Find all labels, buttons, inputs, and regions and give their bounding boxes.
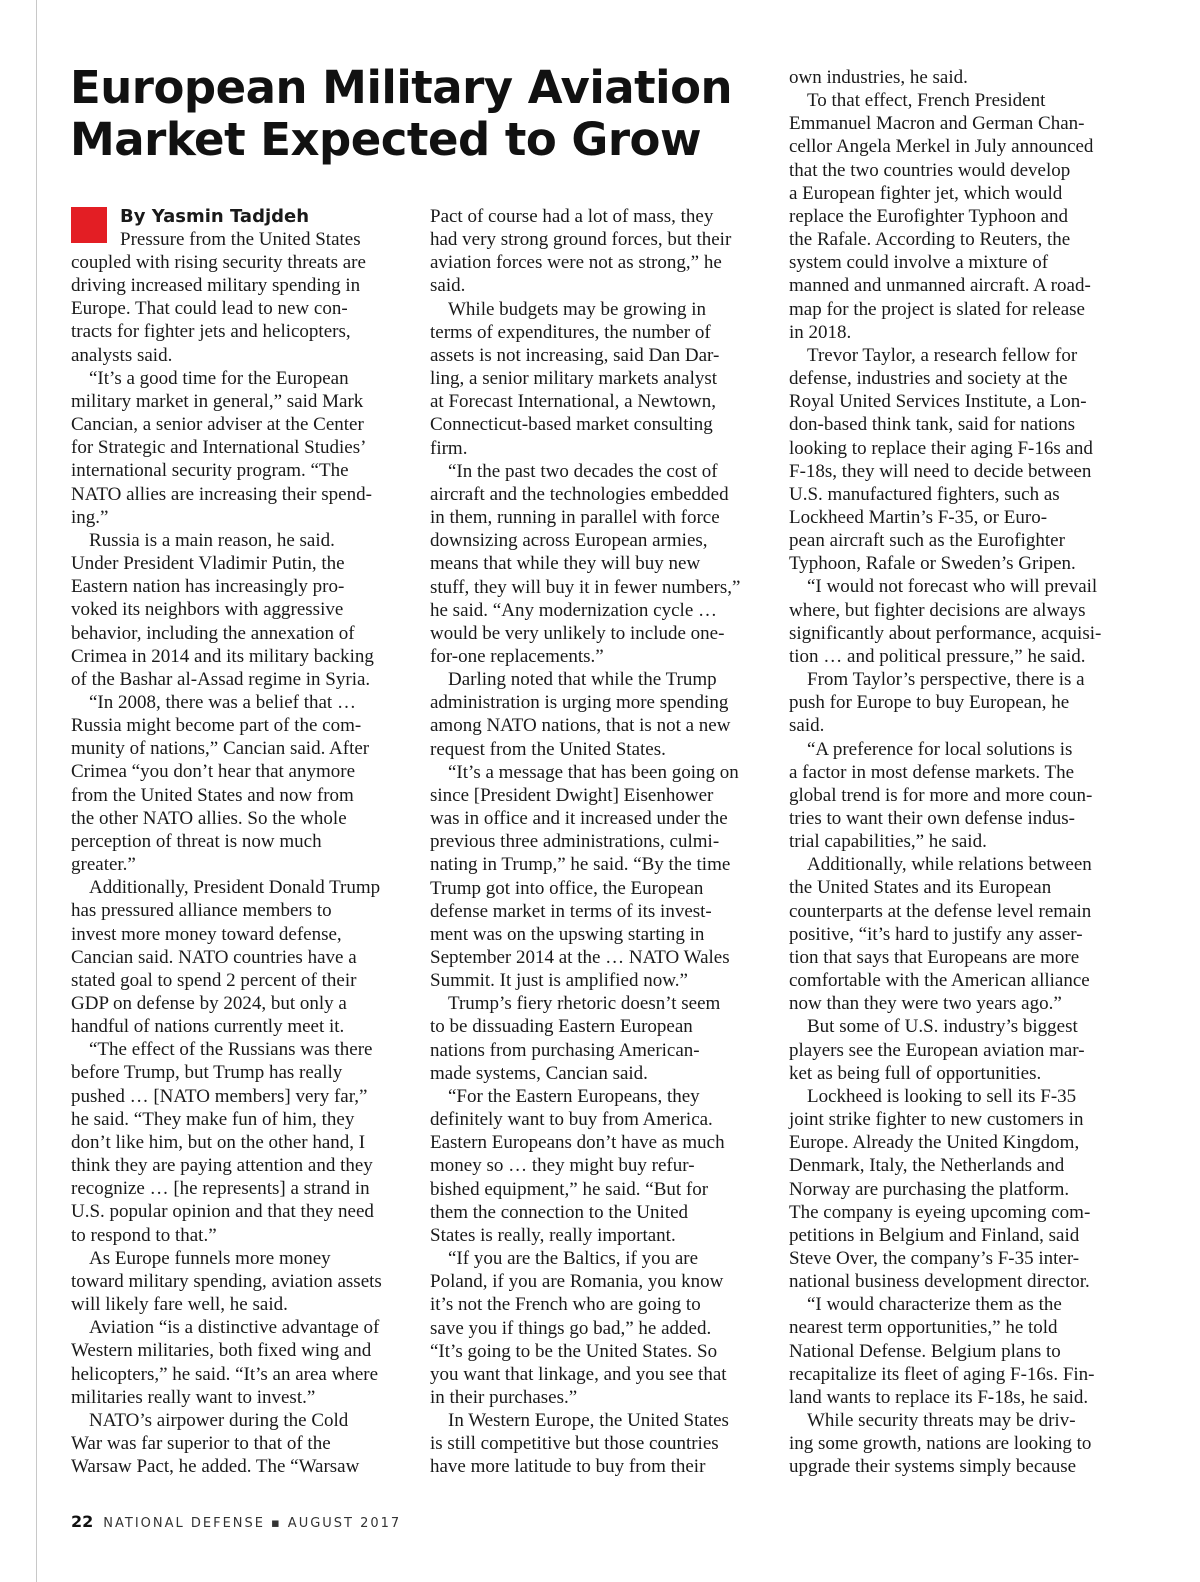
paragraph-line: invest more money toward defense, <box>71 923 342 945</box>
article-column-1 <box>71 205 406 1478</box>
paragraph-line: would be very unlikely to include one- <box>430 622 725 644</box>
paragraph-line: ling, a senior military markets analyst <box>430 368 718 390</box>
paragraph-line: now than they were two years ago.” <box>789 993 1062 1015</box>
paragraph-line: Darling noted that while the Trump <box>448 669 717 691</box>
paragraph-line: said. <box>789 715 825 737</box>
paragraph-line: have more latitude to buy from their <box>430 1456 706 1478</box>
paragraph-line: pushed … [NATO members] very far,” <box>71 1085 368 1107</box>
paragraph-line: before Trump, but Trump has really <box>71 1062 343 1084</box>
paragraph-line: analysts said. <box>71 344 173 366</box>
paragraph-line: Crimea in 2014 and its military backing <box>71 645 374 667</box>
title-line: European Military Aviation <box>70 61 733 114</box>
paragraph-line: recognize … [he represents] a strand in <box>71 1178 370 1200</box>
paragraph-line: Summit. It just is amplified now.” <box>430 970 688 992</box>
paragraph-line: manned and unmanned aircraft. A road- <box>789 275 1091 297</box>
paragraph-line: “It’s a good time for the European <box>89 367 349 389</box>
paragraph-line: ing some growth, nations are looking to <box>789 1433 1092 1455</box>
paragraph-line: Pact of course had a lot of mass, they <box>430 206 714 227</box>
paragraph-line: international security program. “The <box>71 460 349 482</box>
paragraph-line: Eastern nation has increasingly pro- <box>71 576 345 598</box>
paragraph-line: Trump got into office, the European <box>430 877 704 899</box>
paragraph-line: joint strike fighter to new customers in <box>789 1109 1084 1131</box>
byline-block <box>71 205 406 251</box>
paragraph-line: Typhoon, Rafale or Sweden’s Gripen. <box>789 553 1076 575</box>
paragraph-line: since [President Dwight] Eisenhower <box>430 784 714 806</box>
paragraph-line: assets is not increasing, said Dan Dar- <box>430 344 720 366</box>
paragraph-line: militaries really want to invest.” <box>71 1386 316 1408</box>
paragraph-line: tracts for fighter jets and helicopters, <box>71 321 351 343</box>
paragraph-line: helicopters,” he said. “It’s an area where <box>71 1363 379 1385</box>
paragraph-line: he said. “They make fun of him, they <box>71 1108 355 1130</box>
page-number: 22 <box>71 1512 94 1531</box>
paragraph-line: War was far superior to that of the <box>71 1432 331 1454</box>
paragraph-line: U.S. popular opinion and that they need <box>71 1201 374 1223</box>
paragraph-line: upgrade their systems simply because <box>789 1456 1077 1478</box>
red-square-marker <box>71 207 107 243</box>
paragraph-line: NATO’s airpower during the Cold <box>89 1409 349 1431</box>
paragraph-line: definitely want to buy from America. <box>430 1109 713 1131</box>
issue-date: AUGUST 2017 <box>287 1516 402 1531</box>
paragraph-line: national business development director. <box>789 1271 1090 1293</box>
paragraph-line: among NATO nations, that is not a new <box>430 715 731 737</box>
paragraph-line: “The effect of the Russians was there <box>89 1039 373 1061</box>
paragraph-line: Norway are purchasing the platform. <box>789 1178 1070 1200</box>
paragraph-line: a European fighter jet, which would <box>789 182 1063 204</box>
paragraph-line: administration is urging more spending <box>430 692 729 714</box>
paragraph-line: As Europe funnels more money <box>89 1247 331 1269</box>
paragraph-line: means that while they will buy new <box>430 553 701 575</box>
publication-name: NATIONAL DEFENSE <box>103 1516 265 1531</box>
paragraph-line: handful of nations currently meet it. <box>71 1016 345 1038</box>
paragraph-line: significantly about performance, acquisi- <box>789 622 1102 644</box>
paragraph-line: nations from purchasing American- <box>430 1039 700 1061</box>
paragraph-line: stated goal to spend 2 percent of their <box>71 969 357 991</box>
paragraph-line: don’t like him, but on the other hand, I <box>71 1131 366 1153</box>
paragraph-line: tries to want their own defense indus- <box>789 808 1075 829</box>
paragraph-line: nearest term opportunities,” he told <box>789 1317 1058 1339</box>
paragraph-line: had very strong ground forces, but their <box>430 229 732 251</box>
paragraph-line: Trevor Taylor, a research fellow for <box>807 344 1078 366</box>
paragraph-line: “It’s going to be the United States. So <box>430 1340 718 1362</box>
byline: By Yasmin Tadjdeh <box>120 206 310 227</box>
paragraph-line: global trend is for more and more coun- <box>789 784 1093 806</box>
paragraph-line: stuff, they will buy it in fewer numbers,” <box>430 576 741 598</box>
paragraph-line: Lockheed Martin’s F-35, or Euro- <box>789 506 1048 528</box>
paragraph-line: for Strategic and International Studies’ <box>71 437 367 459</box>
paragraph-line: where, but fighter decisions are always <box>789 599 1086 621</box>
paragraph-line: “I would characterize them as the <box>807 1294 1062 1316</box>
paragraph-line: in their purchases.” <box>430 1386 578 1408</box>
paragraph-line: cellor Angela Merkel in July announced <box>789 136 1094 158</box>
paragraph-line: from the United States and now from <box>71 784 354 806</box>
paragraph-line: push for Europe to buy European, he <box>789 692 1070 714</box>
paragraph-line: save you if things go bad,” he added. <box>430 1317 712 1339</box>
paragraph-line: Cancian, a senior adviser at the Center <box>71 414 364 436</box>
paragraph-line: downsizing across European armies, <box>430 530 708 552</box>
paragraph-line: said. <box>430 275 466 297</box>
paragraph-line: the Rafale. According to Reuters, the <box>789 229 1071 251</box>
paragraph-line: to be dissuading Eastern European <box>430 1016 693 1038</box>
paragraph-line: perception of threat is now much <box>71 830 322 852</box>
paragraph-line: he said. “Any modernization cycle … <box>430 599 718 621</box>
title-line: Market Expected to Grow <box>70 113 702 166</box>
paragraph-line: defense, industries and society at the <box>789 368 1068 390</box>
paragraph-line: own industries, he said. <box>789 67 968 88</box>
column-body <box>430 205 765 1479</box>
column-body <box>71 251 406 1478</box>
paragraph-line: request from the United States. <box>430 738 666 760</box>
article-column-3 <box>789 66 1124 1479</box>
paragraph-line: aviation forces were not as strong,” he <box>430 252 722 274</box>
paragraph-line: has pressured alliance members to <box>71 900 332 922</box>
paragraph-line: “I would not forecast who will prevail <box>807 576 1098 598</box>
paragraph-line: voked its neighbors with aggressive <box>71 599 344 621</box>
paragraph-line: Under President Vladimir Putin, the <box>71 553 345 575</box>
paragraph-line: land wants to replace its F-18s, he said. <box>789 1386 1089 1408</box>
paragraph-line: in them, running in parallel with force <box>430 507 720 529</box>
paragraph-line: From Taylor’s perspective, there is a <box>807 669 1085 691</box>
paragraph-line: National Defense. Belgium plans to <box>789 1340 1061 1362</box>
paragraph-line: Cancian said. NATO countries have a <box>71 946 357 968</box>
paragraph-line: Europe. Already the United Kingdom, <box>789 1132 1080 1154</box>
paragraph-line: Russia is a main reason, he said. <box>89 529 335 551</box>
paragraph-line: money so … they might buy refur- <box>430 1155 695 1177</box>
paragraph-line: Europe. That could lead to new con- <box>71 298 348 320</box>
paragraph-line: will likely fare well, he said. <box>71 1294 288 1316</box>
paragraph-line: F-18s, they will need to decide between <box>789 460 1092 482</box>
paragraph-line: counterparts at the defense level remain <box>789 900 1092 922</box>
paragraph-line: “It’s a message that has been going on <box>448 761 739 783</box>
column-body <box>789 66 1124 1479</box>
paragraph-line: Trump’s fiery rhetoric doesn’t seem <box>448 993 721 1015</box>
paragraph-line: made systems, Cancian said. <box>430 1062 648 1084</box>
paragraph-line: a factor in most defense markets. The <box>789 761 1075 783</box>
paragraph-line: Additionally, President Donald Trump <box>89 877 381 899</box>
paragraph-line: Western militaries, both fixed wing and <box>71 1340 372 1362</box>
paragraph-line: was in office and it increased under the <box>430 808 728 830</box>
paragraph-line: But some of U.S. industry’s biggest <box>807 1016 1078 1038</box>
paragraph-line: firm. <box>430 437 468 459</box>
paragraph-line: “In the past two decades the cost of <box>448 460 718 482</box>
paragraph-line: Crimea “you don’t hear that anymore <box>71 761 356 783</box>
paragraph-line: Aviation “is a distinctive advantage of <box>89 1317 380 1339</box>
paragraph-line: tion … and political pressure,” he said. <box>789 645 1086 667</box>
paragraph-line: players see the European aviation mar- <box>789 1039 1085 1061</box>
paragraph-line: munity of nations,” Cancian said. After <box>71 738 370 760</box>
paragraph-line: recapitalize its fleet of aging F-16s. Fin- <box>789 1363 1095 1385</box>
paragraph-line: at Forecast International, a Newtown, <box>430 391 716 413</box>
paragraph-line: Russia might become part of the com- <box>71 715 362 737</box>
paragraph-line: “For the Eastern Europeans, they <box>448 1085 700 1107</box>
paragraph-line: While security threats may be driv- <box>807 1410 1076 1432</box>
paragraph-line: Emmanuel Macron and German Chan- <box>789 113 1085 135</box>
paragraph-line: driving increased military spending in <box>71 275 361 297</box>
paragraph-line: system could involve a mixture of <box>789 252 1049 274</box>
footer-separator: ▪ <box>270 1516 282 1531</box>
paragraph-line: terms of expenditures, the number of <box>430 321 711 343</box>
paragraph-line: of the Bashar al-Assad regime in Syria. <box>71 668 371 690</box>
paragraph-line: ing.” <box>71 506 109 528</box>
paragraph-line: pean aircraft such as the Eurofighter <box>789 530 1065 552</box>
paragraph-line: don-based think tank, said for nations <box>789 414 1076 436</box>
paragraph-line: looking to replace their aging F-16s and <box>789 437 1093 459</box>
paragraph-line: Royal United Services Institute, a Lon- <box>789 391 1087 413</box>
lead-first-line: Pressure from the United States <box>120 229 361 250</box>
paragraph-line: In Western Europe, the United States <box>448 1410 729 1432</box>
paragraph-line: defense market in terms of its invest- <box>430 900 712 922</box>
paragraph-line: Denmark, Italy, the Netherlands and <box>789 1155 1065 1177</box>
paragraph-line: greater.” <box>71 854 136 876</box>
paragraph-line: NATO allies are increasing their spend- <box>71 483 372 505</box>
paragraph-line: military market in general,” said Mark <box>71 390 364 412</box>
paragraph-line: map for the project is slated for release <box>789 298 1085 320</box>
paragraph-line: Steve Over, the company’s F-35 inter- <box>789 1247 1080 1269</box>
paragraph-line: ket as being full of opportunities. <box>789 1062 1042 1084</box>
paragraph-line: While budgets may be growing in <box>448 298 707 320</box>
paragraph-line: replace the Eurofighter Typhoon and <box>789 205 1068 227</box>
paragraph-line: behavior, including the annexation of <box>71 622 355 644</box>
article-column-2 <box>430 205 765 1479</box>
paragraph-line: it’s not the French who are going to <box>430 1294 701 1316</box>
paragraph-line: The company is eyeing upcoming com- <box>789 1201 1091 1223</box>
paragraph-line: Poland, if you are Romania, you know <box>430 1271 724 1293</box>
paragraph-line: tion that says that Europeans are more <box>789 946 1080 968</box>
paragraph-line: ment was on the upswing starting in <box>430 923 705 945</box>
paragraph-line: GDP on defense by 2024, but only a <box>71 993 347 1014</box>
paragraph-line: the other NATO allies. So the whole <box>71 807 347 829</box>
paragraph-line: nating in Trump,” he said. “By the time <box>430 854 731 876</box>
paragraph-line: Eastern Europeans don’t have as much <box>430 1132 725 1154</box>
paragraph-line: “If you are the Baltics, if you are <box>448 1248 699 1270</box>
paragraph-line: “A preference for local solutions is <box>807 738 1073 760</box>
paragraph-line: is still competitive but those countries <box>430 1433 719 1455</box>
paragraph-line: Additionally, while relations between <box>807 854 1092 876</box>
paragraph-line: To that effect, French President <box>807 90 1046 112</box>
paragraph-line: U.S. manufactured fighters, such as <box>789 483 1060 505</box>
paragraph-line: trial capabilities,” he said. <box>789 831 987 853</box>
paragraph-line: that the two countries would develop <box>789 159 1071 181</box>
paragraph-line: bished equipment,” he said. “But for <box>430 1178 709 1200</box>
paragraph-line: you want that linkage, and you see that <box>430 1363 727 1385</box>
paragraph-line: Warsaw Pact, he added. The “Warsaw <box>71 1456 360 1478</box>
paragraph-line: Connecticut-based market consulting <box>430 414 713 436</box>
paragraph-line: “In 2008, there was a belief that … <box>89 691 356 713</box>
paragraph-line: previous three administrations, culmi- <box>430 831 720 853</box>
paragraph-line: September 2014 at the … NATO Wales <box>430 947 730 968</box>
margin-rule <box>36 0 37 1582</box>
paragraph-line: to respond to that.” <box>71 1224 217 1246</box>
paragraph-line: toward military spending, aviation assets <box>71 1270 382 1292</box>
paragraph-line: positive, “it’s hard to justify any asser- <box>789 923 1083 945</box>
page-footer <box>71 1512 401 1531</box>
paragraph-line: the United States and its European <box>789 877 1052 899</box>
paragraph-line: for-one replacements.” <box>430 645 604 667</box>
paragraph-line: think they are paying attention and they <box>71 1155 373 1177</box>
paragraph-line: petitions in Belgium and Finland, said <box>789 1224 1080 1246</box>
paragraph-line: in 2018. <box>789 321 852 343</box>
paragraph-line: coupled with rising security threats are <box>71 252 366 273</box>
paragraph-line: Lockheed is looking to sell its F-35 <box>807 1085 1077 1107</box>
paragraph-line: aircraft and the technologies embedded <box>430 483 729 505</box>
paragraph-line: States is really, really important. <box>430 1224 676 1246</box>
paragraph-line: comfortable with the American alliance <box>789 970 1090 992</box>
article-title <box>70 62 770 166</box>
paragraph-line: them the connection to the United <box>430 1201 689 1223</box>
